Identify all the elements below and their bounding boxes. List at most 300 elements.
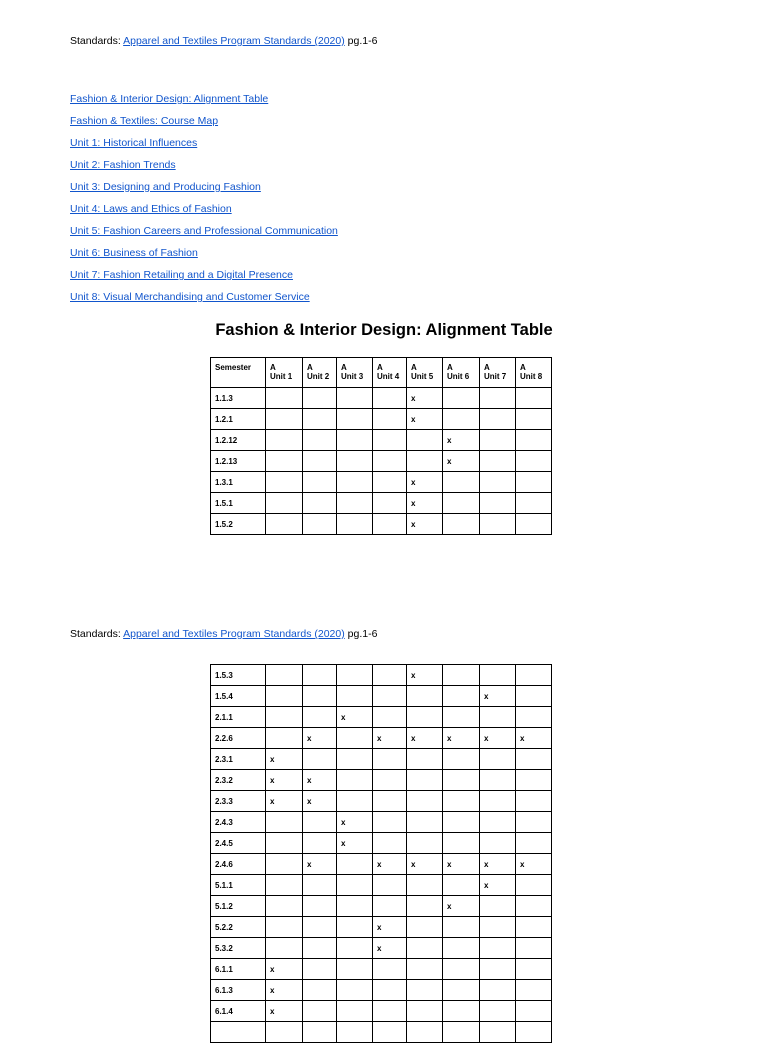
- unit-8-cell: [516, 1022, 552, 1043]
- unit-3-cell: [337, 409, 373, 430]
- unit-1-cell: [266, 388, 303, 409]
- unit-1-cell: [266, 707, 303, 728]
- unit-8-cell: [516, 896, 552, 917]
- table-row: [211, 833, 552, 854]
- unit-2-cell: x: [303, 791, 337, 812]
- unit-7-cell: [480, 980, 516, 1001]
- table-row: [211, 917, 552, 938]
- table-header-row: [211, 358, 552, 388]
- unit-1-cell: x: [266, 980, 303, 1001]
- unit-1-cell: [266, 665, 303, 686]
- unit-header-bottom: Unit 7: [484, 372, 507, 381]
- unit-7-cell: [480, 707, 516, 728]
- unit-8-cell: [516, 791, 552, 812]
- unit-8-cell: [516, 514, 552, 535]
- unit-header-bottom: Unit 6: [447, 372, 470, 381]
- unit-6-cell: x: [443, 896, 480, 917]
- unit-5-cell: [407, 812, 443, 833]
- unit-2-cell: [303, 665, 337, 686]
- standard-cell: 1.5.4: [211, 686, 266, 707]
- unit-3-cell: [337, 749, 373, 770]
- toc-link-unit-2[interactable]: Unit 2: Fashion Trends: [70, 159, 176, 171]
- unit-7-cell: x: [480, 854, 516, 875]
- semester-header: Semester: [211, 358, 266, 388]
- standard-cell: 2.4.6: [211, 854, 266, 875]
- standards-suffix: pg.1-6: [344, 628, 378, 640]
- unit-8-cell: [516, 833, 552, 854]
- unit-3-cell: [337, 875, 373, 896]
- toc-item: [70, 269, 338, 291]
- toc-link-unit-1[interactable]: Unit 1: Historical Influences: [70, 137, 198, 149]
- unit-7-cell: [480, 665, 516, 686]
- unit-4-cell: [373, 1001, 407, 1022]
- table-row: [211, 896, 552, 917]
- unit-6-cell: [443, 1022, 480, 1043]
- standard-cell: 1.5.3: [211, 665, 266, 686]
- table-row: [211, 451, 552, 472]
- standard-cell: 2.2.6: [211, 728, 266, 749]
- unit-4-cell: [373, 493, 407, 514]
- unit-3-cell: [337, 770, 373, 791]
- unit-2-cell: [303, 686, 337, 707]
- unit-2-cell: x: [303, 728, 337, 749]
- unit-4-cell: x: [373, 854, 407, 875]
- unit-5-cell: [407, 770, 443, 791]
- unit-1-cell: [266, 938, 303, 959]
- unit-4-cell: [373, 665, 407, 686]
- unit-4-cell: x: [373, 917, 407, 938]
- unit-7-cell: [480, 409, 516, 430]
- unit-8-cell: [516, 388, 552, 409]
- unit-4-cell: [373, 896, 407, 917]
- unit-8-cell: [516, 451, 552, 472]
- unit-6-cell: [443, 493, 480, 514]
- unit-5-cell: [407, 1001, 443, 1022]
- unit-3-cell: [337, 728, 373, 749]
- unit-3-cell: [337, 959, 373, 980]
- toc-item: [70, 291, 338, 313]
- unit-2-cell: [303, 896, 337, 917]
- unit-4-cell: x: [373, 728, 407, 749]
- standard-cell: 5.2.2: [211, 917, 266, 938]
- unit-7-cell: [480, 451, 516, 472]
- unit-4-cell: [373, 980, 407, 1001]
- unit-2-cell: [303, 514, 337, 535]
- unit-5-cell: [407, 980, 443, 1001]
- unit-7-cell: [480, 388, 516, 409]
- table-row: [211, 1022, 552, 1043]
- unit-6-cell: x: [443, 451, 480, 472]
- standard-cell: 6.1.4: [211, 1001, 266, 1022]
- table-row: [211, 812, 552, 833]
- unit-6-cell: [443, 833, 480, 854]
- section-title: Fashion & Interior Design: Alignment Table: [215, 321, 553, 339]
- unit-2-cell: [303, 749, 337, 770]
- alignment-table-page2: [210, 664, 552, 1043]
- standard-cell: [211, 1022, 266, 1043]
- unit-7-cell: [480, 749, 516, 770]
- unit-4-cell: [373, 812, 407, 833]
- unit-header-top: A: [447, 363, 453, 372]
- unit-2-cell: [303, 917, 337, 938]
- toc-item: [70, 225, 338, 247]
- unit-8-cell: x: [516, 854, 552, 875]
- unit-5-cell: [407, 451, 443, 472]
- unit-1-cell: [266, 875, 303, 896]
- standard-cell: 2.4.3: [211, 812, 266, 833]
- standard-cell: 5.1.1: [211, 875, 266, 896]
- unit-6-cell: [443, 791, 480, 812]
- toc-link-unit-3[interactable]: Unit 3: Designing and Producing Fashion: [70, 181, 261, 193]
- standards-prefix: Standards:: [70, 35, 124, 47]
- unit-4-cell: [373, 514, 407, 535]
- unit-1-cell: x: [266, 959, 303, 980]
- unit-7-cell: [480, 959, 516, 980]
- unit-2-cell: [303, 1022, 337, 1043]
- unit-3-cell: [337, 791, 373, 812]
- unit-6-cell: [443, 409, 480, 430]
- unit-6-cell: [443, 472, 480, 493]
- toc-link-unit-7[interactable]: Unit 7: Fashion Retailing and a Digital Presence: [70, 269, 293, 281]
- unit-8-cell: [516, 938, 552, 959]
- unit-6-cell: [443, 875, 480, 896]
- standard-cell: 5.1.2: [211, 896, 266, 917]
- standards-line: [70, 628, 377, 641]
- unit-1-cell: x: [266, 770, 303, 791]
- unit-1-cell: [266, 493, 303, 514]
- unit-5-cell: [407, 791, 443, 812]
- toc-item: [70, 93, 338, 115]
- unit-3-cell: [337, 493, 373, 514]
- unit-3-cell: [337, 1001, 373, 1022]
- unit-header: [303, 358, 337, 388]
- unit-7-cell: [480, 1022, 516, 1043]
- unit-7-cell: [480, 430, 516, 451]
- unit-header: [337, 358, 373, 388]
- unit-1-cell: [266, 430, 303, 451]
- standards-link[interactable]: Apparel and Textiles Program Standards (2020): [123, 35, 345, 47]
- unit-7-cell: [480, 770, 516, 791]
- unit-5-cell: x: [407, 854, 443, 875]
- unit-header: [266, 358, 303, 388]
- standard-cell: 1.5.2: [211, 514, 266, 535]
- unit-header-top: A: [520, 363, 526, 372]
- unit-4-cell: [373, 451, 407, 472]
- unit-4-cell: [373, 770, 407, 791]
- unit-8-cell: [516, 749, 552, 770]
- unit-3-cell: [337, 980, 373, 1001]
- unit-8-cell: [516, 917, 552, 938]
- unit-1-cell: [266, 896, 303, 917]
- unit-2-cell: [303, 430, 337, 451]
- toc-item: [70, 159, 338, 181]
- toc-item: [70, 203, 338, 225]
- unit-3-cell: [337, 686, 373, 707]
- toc-link-unit-4[interactable]: Unit 4: Laws and Ethics of Fashion: [70, 203, 232, 215]
- unit-3-cell: [337, 938, 373, 959]
- toc-list: [70, 93, 338, 313]
- toc-link-unit-8[interactable]: Unit 8: Visual Merchandising and Customer Service: [70, 291, 310, 303]
- unit-2-cell: [303, 1001, 337, 1022]
- unit-5-cell: x: [407, 388, 443, 409]
- unit-8-cell: [516, 493, 552, 514]
- standards-prefix: Standards:: [70, 628, 124, 640]
- unit-3-cell: [337, 472, 373, 493]
- unit-7-cell: [480, 493, 516, 514]
- unit-4-cell: x: [373, 938, 407, 959]
- unit-5-cell: x: [407, 472, 443, 493]
- table-row: [211, 430, 552, 451]
- unit-7-cell: [480, 472, 516, 493]
- unit-6-cell: [443, 749, 480, 770]
- unit-3-cell: [337, 451, 373, 472]
- unit-3-cell: [337, 896, 373, 917]
- unit-1-cell: [266, 917, 303, 938]
- unit-7-cell: [480, 917, 516, 938]
- unit-5-cell: x: [407, 665, 443, 686]
- unit-8-cell: x: [516, 728, 552, 749]
- standard-cell: 5.3.2: [211, 938, 266, 959]
- unit-5-cell: [407, 896, 443, 917]
- unit-6-cell: [443, 1001, 480, 1022]
- unit-5-cell: [407, 686, 443, 707]
- unit-5-cell: x: [407, 728, 443, 749]
- standard-cell: 2.3.1: [211, 749, 266, 770]
- table-row: [211, 938, 552, 959]
- standard-cell: 6.1.1: [211, 959, 266, 980]
- unit-header-top: A: [411, 363, 417, 372]
- unit-header-bottom: Unit 4: [377, 372, 400, 381]
- unit-6-cell: [443, 665, 480, 686]
- toc-link-course-map[interactable]: Fashion & Textiles: Course Map: [70, 115, 219, 127]
- unit-1-cell: [266, 514, 303, 535]
- unit-2-cell: [303, 707, 337, 728]
- unit-5-cell: [407, 959, 443, 980]
- unit-1-cell: [266, 409, 303, 430]
- unit-header-bottom: Unit 5: [411, 372, 434, 381]
- table-row: [211, 686, 552, 707]
- toc-item: [70, 181, 338, 203]
- unit-3-cell: [337, 665, 373, 686]
- unit-8-cell: [516, 409, 552, 430]
- unit-1-cell: [266, 833, 303, 854]
- table-row: [211, 749, 552, 770]
- unit-8-cell: [516, 430, 552, 451]
- unit-7-cell: [480, 812, 516, 833]
- unit-1-cell: [266, 812, 303, 833]
- unit-4-cell: [373, 833, 407, 854]
- table-row: [211, 665, 552, 686]
- unit-4-cell: [373, 686, 407, 707]
- unit-8-cell: [516, 472, 552, 493]
- unit-header: [373, 358, 407, 388]
- toc-item: [70, 115, 338, 137]
- unit-5-cell: [407, 1022, 443, 1043]
- standard-cell: 1.2.12: [211, 430, 266, 451]
- unit-8-cell: [516, 1001, 552, 1022]
- unit-1-cell: x: [266, 791, 303, 812]
- unit-2-cell: [303, 812, 337, 833]
- unit-header-bottom: Unit 1: [270, 372, 293, 381]
- standard-cell: 2.1.1: [211, 707, 266, 728]
- table-row: [211, 980, 552, 1001]
- unit-header: [516, 358, 552, 388]
- standard-cell: 1.1.3: [211, 388, 266, 409]
- unit-6-cell: x: [443, 728, 480, 749]
- alignment-table-page1: [210, 357, 552, 535]
- unit-4-cell: [373, 707, 407, 728]
- unit-1-cell: [266, 854, 303, 875]
- unit-8-cell: [516, 980, 552, 1001]
- standard-cell: 2.4.5: [211, 833, 266, 854]
- unit-3-cell: [337, 917, 373, 938]
- table-body: [211, 665, 552, 1043]
- unit-4-cell: [373, 791, 407, 812]
- unit-3-cell: x: [337, 812, 373, 833]
- unit-4-cell: [373, 1022, 407, 1043]
- unit-7-cell: x: [480, 875, 516, 896]
- unit-2-cell: [303, 875, 337, 896]
- unit-header-top: A: [484, 363, 490, 372]
- unit-1-cell: [266, 472, 303, 493]
- unit-3-cell: x: [337, 833, 373, 854]
- unit-2-cell: [303, 409, 337, 430]
- table-row: [211, 770, 552, 791]
- unit-5-cell: [407, 917, 443, 938]
- unit-header-top: A: [270, 363, 276, 372]
- unit-6-cell: [443, 938, 480, 959]
- unit-7-cell: [480, 896, 516, 917]
- unit-header-top: A: [341, 363, 347, 372]
- standard-cell: 1.5.1: [211, 493, 266, 514]
- unit-6-cell: [443, 686, 480, 707]
- unit-5-cell: [407, 430, 443, 451]
- unit-2-cell: [303, 959, 337, 980]
- table-row: [211, 854, 552, 875]
- unit-4-cell: [373, 472, 407, 493]
- unit-6-cell: [443, 812, 480, 833]
- unit-2-cell: [303, 980, 337, 1001]
- standards-link[interactable]: Apparel and Textiles Program Standards (2020): [123, 628, 345, 640]
- toc-item: [70, 137, 338, 159]
- unit-header-bottom: Unit 2: [307, 372, 330, 381]
- unit-5-cell: [407, 833, 443, 854]
- table-row: [211, 959, 552, 980]
- unit-8-cell: [516, 665, 552, 686]
- unit-2-cell: [303, 938, 337, 959]
- unit-7-cell: x: [480, 728, 516, 749]
- unit-6-cell: [443, 959, 480, 980]
- unit-4-cell: [373, 875, 407, 896]
- unit-1-cell: x: [266, 749, 303, 770]
- unit-5-cell: [407, 938, 443, 959]
- unit-3-cell: x: [337, 707, 373, 728]
- unit-header-top: A: [307, 363, 313, 372]
- table-row: [211, 728, 552, 749]
- unit-1-cell: [266, 686, 303, 707]
- table-row: [211, 472, 552, 493]
- table-row: [211, 707, 552, 728]
- unit-7-cell: x: [480, 686, 516, 707]
- unit-6-cell: [443, 514, 480, 535]
- table-row: [211, 409, 552, 430]
- unit-6-cell: [443, 917, 480, 938]
- unit-7-cell: [480, 791, 516, 812]
- unit-6-cell: [443, 980, 480, 1001]
- unit-header-bottom: Unit 3: [341, 372, 364, 381]
- unit-3-cell: [337, 388, 373, 409]
- unit-5-cell: x: [407, 493, 443, 514]
- unit-3-cell: [337, 1022, 373, 1043]
- unit-6-cell: [443, 707, 480, 728]
- unit-2-cell: [303, 388, 337, 409]
- unit-header-bottom: Unit 8: [520, 372, 543, 381]
- unit-4-cell: [373, 430, 407, 451]
- unit-8-cell: [516, 686, 552, 707]
- standard-cell: 6.1.3: [211, 980, 266, 1001]
- unit-5-cell: [407, 875, 443, 896]
- standard-cell: 1.2.13: [211, 451, 266, 472]
- unit-header: [480, 358, 516, 388]
- unit-8-cell: [516, 959, 552, 980]
- unit-5-cell: [407, 707, 443, 728]
- unit-2-cell: [303, 451, 337, 472]
- unit-6-cell: [443, 388, 480, 409]
- unit-5-cell: [407, 749, 443, 770]
- unit-3-cell: [337, 514, 373, 535]
- unit-6-cell: x: [443, 430, 480, 451]
- unit-2-cell: x: [303, 854, 337, 875]
- table-body: [211, 388, 552, 535]
- unit-8-cell: [516, 707, 552, 728]
- unit-4-cell: [373, 388, 407, 409]
- unit-5-cell: x: [407, 409, 443, 430]
- unit-1-cell: [266, 1022, 303, 1043]
- toc-link-unit-5[interactable]: Unit 5: Fashion Careers and Professional Communication: [70, 225, 338, 237]
- standards-line: [70, 35, 377, 48]
- standard-cell: 2.3.2: [211, 770, 266, 791]
- unit-2-cell: x: [303, 770, 337, 791]
- unit-8-cell: [516, 875, 552, 896]
- unit-5-cell: x: [407, 514, 443, 535]
- unit-7-cell: [480, 514, 516, 535]
- unit-1-cell: x: [266, 1001, 303, 1022]
- table-row: [211, 791, 552, 812]
- toc-link-unit-6[interactable]: Unit 6: Business of Fashion: [70, 247, 198, 259]
- unit-8-cell: [516, 812, 552, 833]
- table-row: [211, 1001, 552, 1022]
- unit-1-cell: [266, 728, 303, 749]
- unit-8-cell: [516, 770, 552, 791]
- standards-suffix: pg.1-6: [344, 35, 378, 47]
- unit-2-cell: [303, 472, 337, 493]
- table-row: [211, 514, 552, 535]
- unit-4-cell: [373, 749, 407, 770]
- standard-cell: 2.3.3: [211, 791, 266, 812]
- unit-3-cell: [337, 854, 373, 875]
- unit-2-cell: [303, 833, 337, 854]
- table-row: [211, 493, 552, 514]
- standard-cell: 1.2.1: [211, 409, 266, 430]
- unit-6-cell: x: [443, 854, 480, 875]
- unit-4-cell: [373, 959, 407, 980]
- unit-7-cell: [480, 1001, 516, 1022]
- unit-header-top: A: [377, 363, 383, 372]
- toc-link-alignment-table[interactable]: Fashion & Interior Design: Alignment Table: [70, 93, 269, 105]
- unit-3-cell: [337, 430, 373, 451]
- unit-7-cell: [480, 938, 516, 959]
- table-row: [211, 388, 552, 409]
